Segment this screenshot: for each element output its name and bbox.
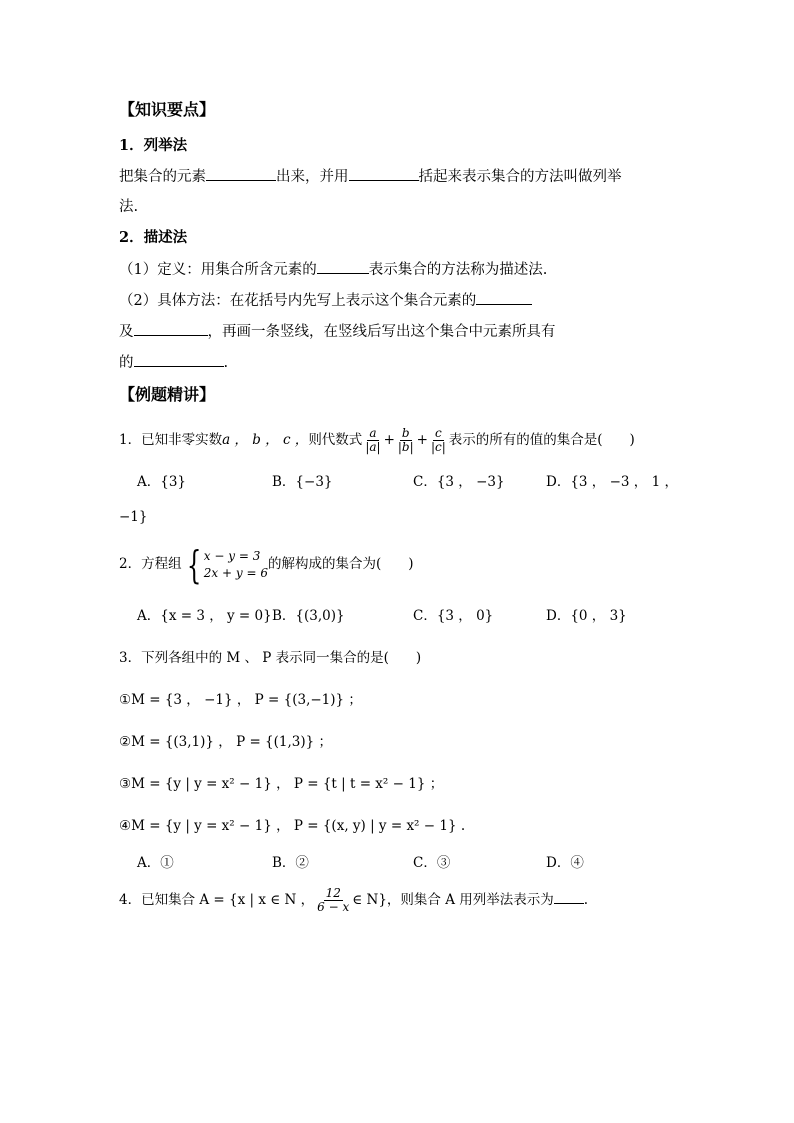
fill-blank[interactable] xyxy=(476,290,532,305)
q2-option-b[interactable]: B．{(3,0)} xyxy=(272,608,345,624)
subsection-title-description: 2．描述法 xyxy=(119,229,188,246)
text-fragment: 及 xyxy=(119,324,134,340)
left-brace-icon: { xyxy=(186,542,201,587)
q3-option-d[interactable]: D．④ xyxy=(546,855,584,871)
text-fragment: . xyxy=(223,355,229,371)
q3-option-b[interactable]: B．② xyxy=(272,855,309,871)
enumeration-definition-line2: 法. xyxy=(119,199,139,215)
fraction-c-over-abs-c: $\frac{c}{|c|}$ xyxy=(430,426,446,454)
text-fragment: （1）定义：用集合所含元素的 xyxy=(119,262,317,278)
fill-blank[interactable] xyxy=(349,166,419,181)
description-method-line3 xyxy=(119,352,228,373)
text-fragment: 2．方程组 xyxy=(119,556,182,572)
equation-system xyxy=(182,542,268,587)
q2-option-a[interactable]: A．{x = 3 ， y = 0} xyxy=(137,608,272,624)
q3-item-4: ④M = {y | y = x² − 1} ， P = {(x, y) | y = x² − 1} . xyxy=(119,818,466,834)
q1-option-b[interactable]: B．{−3} xyxy=(272,474,333,490)
equation-2: 2x + y = 6 xyxy=(203,565,268,580)
text-fragment: 表示的所有的值的集合是( ) xyxy=(448,432,635,448)
math-variables: a ， b ， c ， xyxy=(222,432,309,448)
text-fragment: 1．已知非零实数 xyxy=(119,432,223,448)
q1-option-d-continued: −1} xyxy=(119,509,148,525)
fraction-a-over-abs-a: $\frac{a}{|a|}$ xyxy=(365,426,381,454)
text-fragment: . xyxy=(583,892,589,908)
text-fragment: 出来，并用 xyxy=(276,169,349,185)
text-fragment: 的 xyxy=(119,355,134,371)
section-heading-examples: 【例题精讲】 xyxy=(119,385,216,404)
enumeration-definition-line1 xyxy=(119,166,622,187)
q2-option-c[interactable]: C．{3 ， 0} xyxy=(413,608,494,624)
question-2-stem xyxy=(119,542,414,587)
text-fragment: 的解构成的集合为( ) xyxy=(267,556,414,572)
fraction-numerator: 12 xyxy=(325,886,341,900)
section-heading-knowledge: 【知识要点】 xyxy=(119,100,216,119)
q1-option-d[interactable]: D．{3 ， −3 ， 1 ， xyxy=(546,474,678,490)
q3-option-c[interactable]: C．③ xyxy=(413,855,451,871)
fraction-12-over-6-minus-x xyxy=(315,887,351,914)
text-fragment: 表示集合的方法称为描述法. xyxy=(368,262,548,278)
fill-blank[interactable] xyxy=(134,321,208,336)
fill-blank[interactable] xyxy=(134,352,224,367)
q3-item-3: ③M = {y | y = x² − 1} ， P = {t | t = x² − 1} ； xyxy=(119,776,444,792)
description-definition xyxy=(119,259,547,280)
equation-1: x − y = 3 xyxy=(203,548,261,563)
fill-blank[interactable] xyxy=(554,889,584,904)
text-fragment: 把集合的元素 xyxy=(119,169,206,185)
text-fragment: 则代数式 xyxy=(308,432,363,448)
text-fragment: ，再画一条竖线，在竖线后写出这个集合中元素所具有 xyxy=(207,324,556,340)
question-4-stem xyxy=(119,887,588,914)
fill-blank[interactable] xyxy=(317,259,369,274)
text-fragment: （2）具体方法：在花括号内先写上表示这个集合元素的 xyxy=(119,293,477,309)
description-method-line2 xyxy=(119,321,556,342)
description-method-line1 xyxy=(119,290,532,311)
q1-option-a[interactable]: A．{3} xyxy=(137,474,187,490)
question-3-stem: 3．下列各组中的 M 、 P 表示同一集合的是( ) xyxy=(119,650,422,666)
fraction-denominator: 6 − x xyxy=(317,900,350,914)
text-fragment: 括起来表示集合的方法叫做列举 xyxy=(418,169,622,185)
text-fragment: ∈ N}，则集合 A 用列举法表示为 xyxy=(352,892,554,908)
question-1-stem: 1．已知非零实数a ， b ， c ，则代数式 $\frac{a}{|a|}$ + $\frac{b}{|b|}$ + $\frac{c}{|c|}$ 表示的所有的值的集合是( ) xyxy=(119,426,635,454)
q3-item-2: ②M = {(3,1)} ， P = {(1,3)} ； xyxy=(119,734,333,750)
q2-option-d[interactable]: D．{0 ， 3} xyxy=(546,608,627,624)
q1-option-c[interactable]: C．{3 ， −3} xyxy=(413,474,505,490)
q3-item-1: ①M = {3 ， −1} ， P = {(3,−1)} ； xyxy=(119,692,362,708)
text-fragment: 4．已知集合 A = {x | x ∈ N ， xyxy=(119,892,315,908)
fraction-b-over-abs-b: $\frac{b}{|b|}$ xyxy=(397,426,414,454)
fill-blank[interactable] xyxy=(206,166,276,181)
q3-option-a[interactable]: A．① xyxy=(137,855,174,871)
subsection-title-enumeration: 1．列举法 xyxy=(119,137,188,154)
